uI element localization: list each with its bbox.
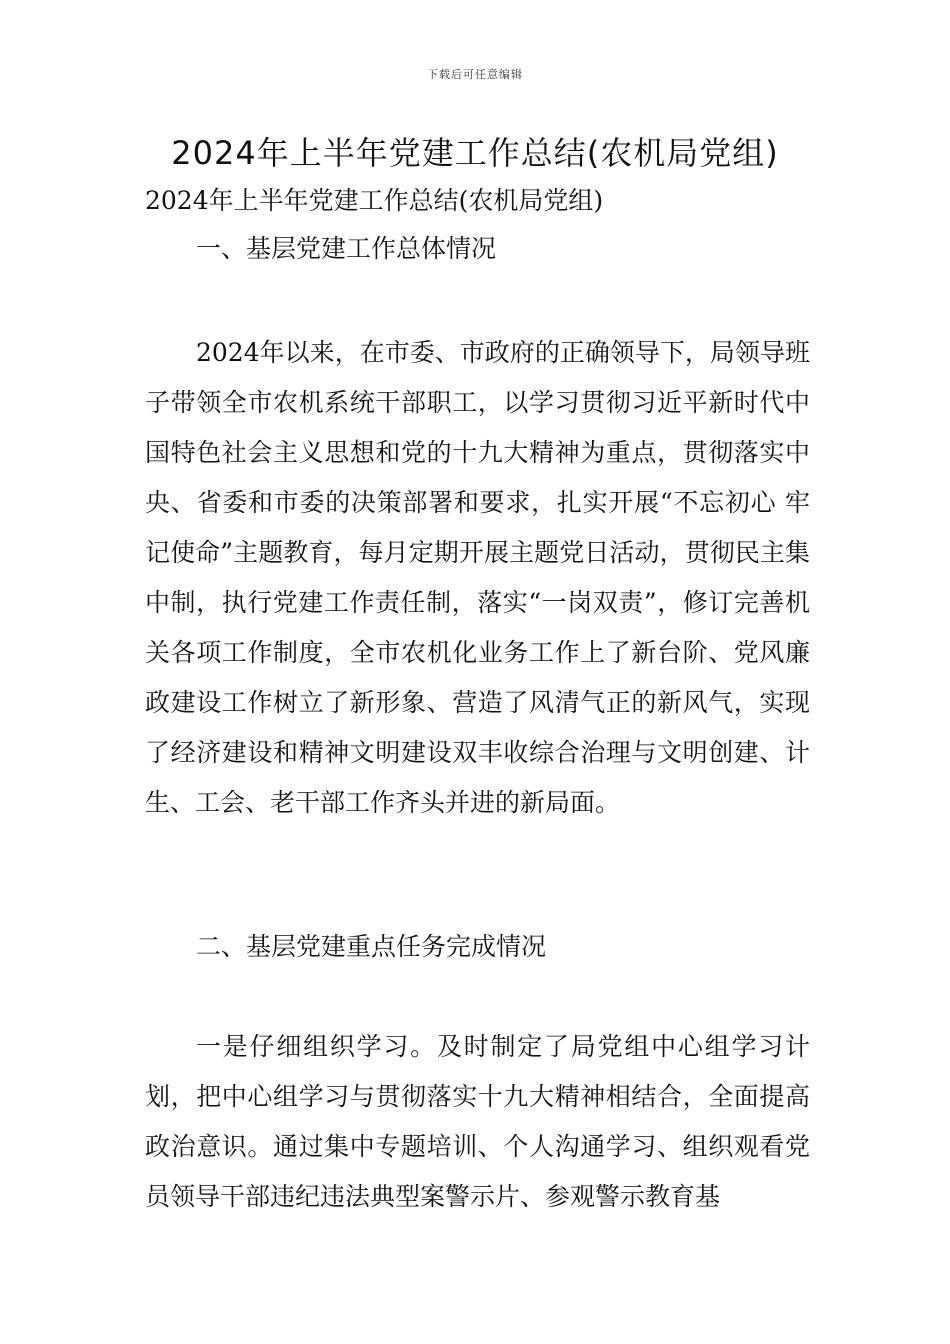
section-heading-1: 一、基层党建工作总体情况 [196,234,497,263]
paragraph-1: 2024年以来，在市委、市政府的正确领导下，局领导班子带领全市农机系统干部职工，以学习贯彻习近平新时代中国特色社会主义思想和党的十九大精神为重点，贯彻落实中央、省委和市委的决策部署和要求，扎实开展“不忘初心 牢记使命”主题教育，每月定期开展主题党日活动，贯彻民主集中制，执行党建工作责任制，落实“一岗双责”，修订完善机关各项工作制度，全市农机化业务工作上了新台阶、党风廉政建设工作树立了新形象、营造了风清气正的新风气，实现了经济建设和精神文明建设双丰收综合治理与文明创建、计生、工会、老干部工作齐头并进的新局面。 [145,338,810,817]
document-title: 2024年上半年党建工作总结(农机局党组) [171,134,779,172]
header-note: 下载后可任意编辑 [427,68,523,81]
section-heading-2: 二、基层党建重点任务完成情况 [196,932,547,961]
paragraph-2: 一是仔细组织学习。及时制定了局党组中心组学习计划，把中心组学习与贯彻落实十九大精神相结合，全面提高政治意识。通过集中专题培训、个人沟通学习、组织观看党员领导干部违纪违法典型案警示片、参观警示教育基 [145,1032,810,1211]
document-subtitle: 2024年上半年党建工作总结(农机局党组) [145,186,604,215]
